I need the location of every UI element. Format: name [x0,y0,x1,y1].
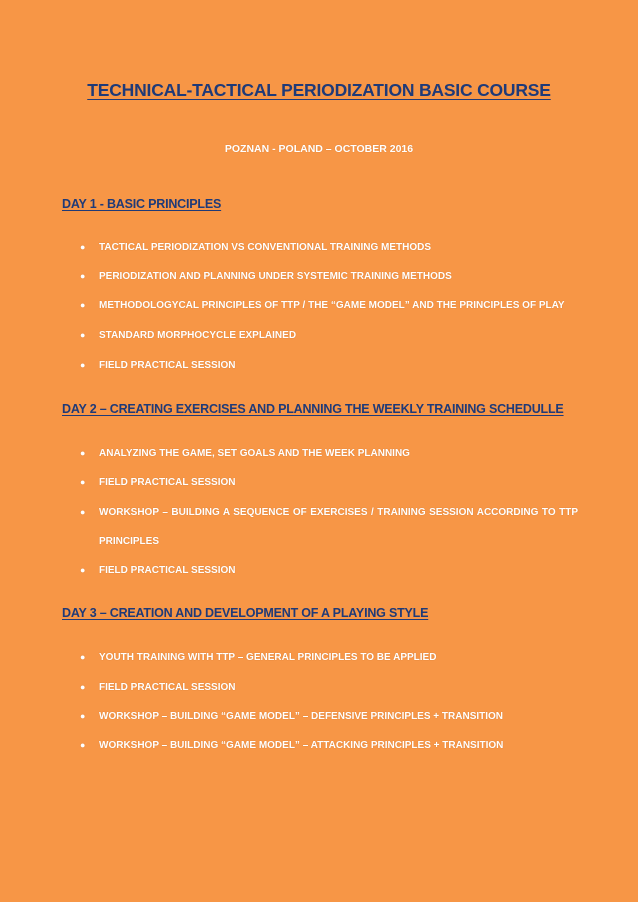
bullet-icon: ● [80,740,86,750]
day-1-heading: DAY 1 - BASIC PRINCIPLES [62,197,222,211]
day-2-heading: DAY 2 – CREATING EXERCISES AND PLANNING THE WEEKLY TRAINING SCHEDULLE [62,402,564,416]
bullet-icon: ● [80,242,86,252]
bullet-icon: ● [80,360,86,370]
day-3-heading: DAY 3 – CREATION AND DEVELOPMENT OF A PLAYING STYLE [62,606,429,620]
bullet-icon: ● [80,507,86,517]
list-item-text: STANDARD MORPHOCYCLE EXPLAINED [99,330,297,341]
list-item-text: FIELD PRACTICAL SESSION [99,360,236,371]
list-item-continuation: PRINCIPLES [99,536,160,547]
list-item-text: YOUTH TRAINING WITH TTP – GENERAL PRINCIPLES TO BE APPLIED [99,652,437,663]
bullet-icon: ● [80,565,86,575]
list-item-text: WORKSHOP – BUILDING “GAME MODEL” – DEFENSIVE PRINCIPLES + TRANSITION [99,711,504,722]
list-item-text: FIELD PRACTICAL SESSION [99,682,236,693]
bullet-icon: ● [80,682,86,692]
bullet-icon: ● [80,477,86,487]
document-title: TECHNICAL-TACTICAL PERIODIZATION BASIC COURSE [87,80,551,100]
list-item-text: FIELD PRACTICAL SESSION [99,477,236,488]
list-item-text: WORKSHOP – BUILDING A SEQUENCE OF EXERCISES / TRAINING SESSION ACCORDING TO TTP [99,507,578,518]
list-item-text: WORKSHOP – BUILDING “GAME MODEL” – ATTACKING PRINCIPLES + TRANSITION [99,740,504,751]
bullet-icon: ● [80,711,86,721]
list-item-text: ANALYZING THE GAME, SET GOALS AND THE WEEK PLANNING [99,448,410,459]
list-item-text: FIELD PRACTICAL SESSION [99,565,236,576]
bullet-icon: ● [80,330,86,340]
bullet-icon: ● [80,448,86,458]
bullet-icon: ● [80,271,86,281]
document-subtitle: POZNAN - POLAND – OCTOBER 2016 [224,143,414,155]
bullet-icon: ● [80,300,86,310]
list-item-text: METHODOLOGYCAL PRINCIPLES OF TTP / THE “GAME MODEL” AND THE PRINCIPLES OF PLAY [99,300,565,311]
bullet-icon: ● [80,652,86,662]
list-item-text: PERIODIZATION AND PLANNING UNDER SYSTEMIC TRAINING METHODS [99,271,452,282]
list-item-text: TACTICAL PERIODIZATION VS CONVENTIONAL TRAINING METHODS [99,242,432,253]
